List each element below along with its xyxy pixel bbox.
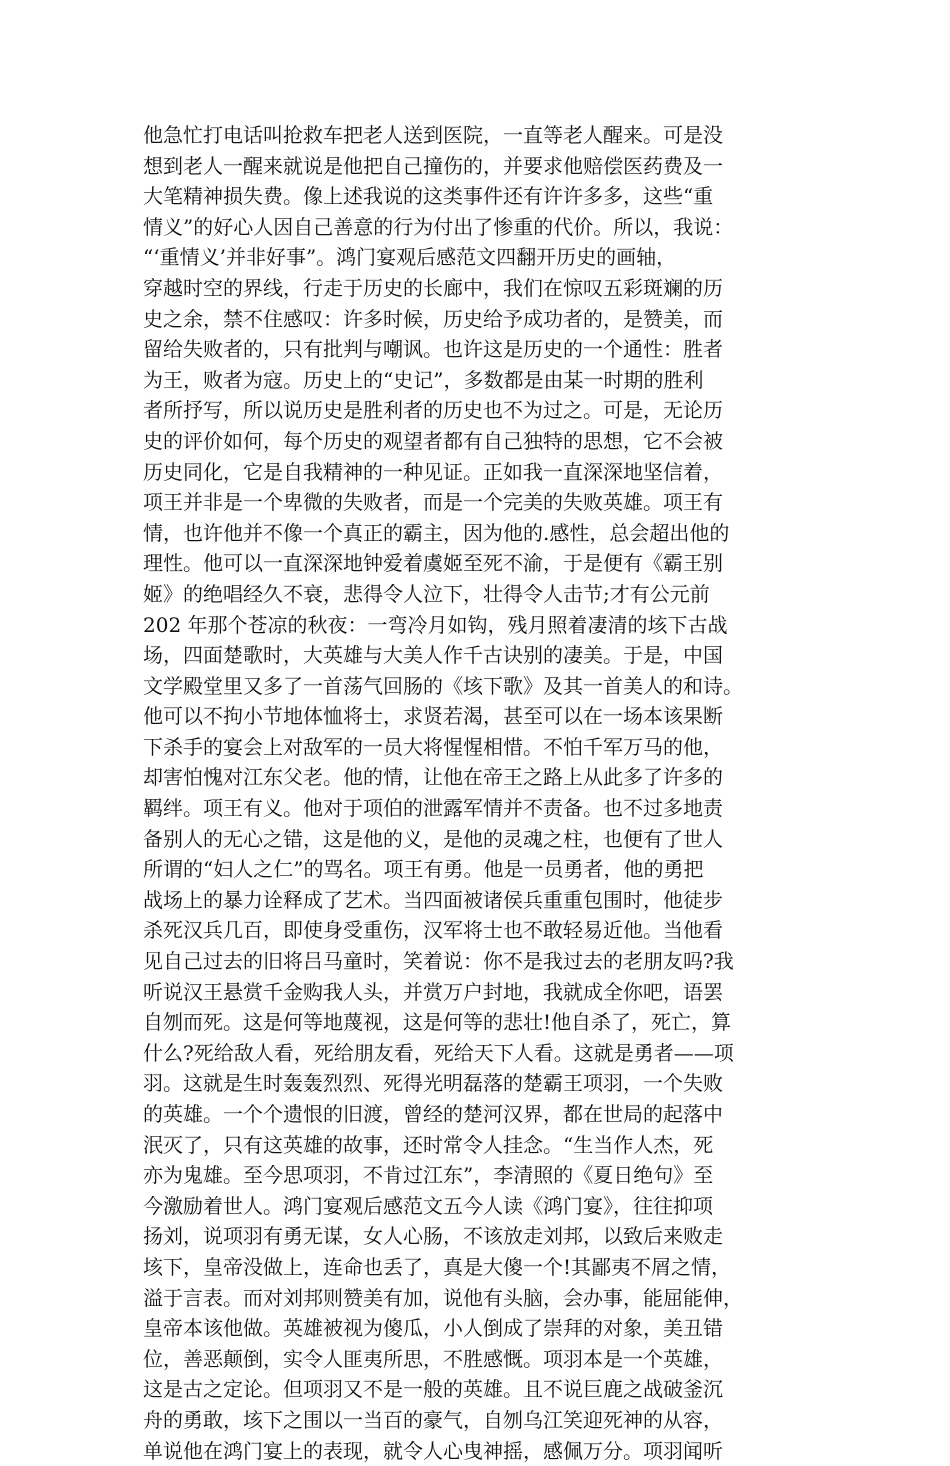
text-line: 穿越时空的界线，行走于历史的长廊中，我们在惊叹五彩斑斓的历	[143, 275, 723, 300]
text-line: 备别人的无心之错，这是他的义，是他的灵魂之柱，也便有了世人	[143, 826, 723, 851]
text-line: 羽。这就是生时轰轰烈烈、死得光明磊落的楚霸王项羽，一个失败	[143, 1071, 723, 1096]
text-line: 他急忙打电话叫抢救车把老人送到医院，一直等老人醒来。可是没	[143, 123, 723, 147]
text-line: 自刎而死。这是何等地蔑视，这是何等的悲壮!他自杀了，死亡，算	[143, 1010, 732, 1035]
text-line: 听说汉王悬赏千金购我人头，并赏万户封地，我就成全你吧，语罢	[143, 979, 723, 1004]
text-line: 却害怕愧对江东父老。他的情，让他在帝王之路上从此多了许多的	[143, 765, 723, 790]
text-line: 情义”的好心人因自己善意的行为付出了惨重的代价。所以，我说：	[143, 214, 734, 239]
text-line: 历史同化，它是自我精神的一种见证。正如我一直深深地坚信着，	[143, 459, 723, 484]
text-line: 今激励着世人。鸿门宴观后感范文五今人读《鸿门宴》，往往抑项	[143, 1193, 713, 1218]
text-line: 什么?死给敌人看，死给朋友看，死给天下人看。这就是勇者——项	[143, 1040, 734, 1065]
text-line: 单说他在鸿门宴上的表现，就令人心曳神摇，感佩万分。项羽闻听	[143, 1438, 723, 1463]
text-line: 202 年那个苍凉的秋夜：一弯冷月如钩，残月照着凄清的垓下古战	[143, 612, 728, 637]
text-line: 扬刘，说项羽有勇无谋，女人心肠，不该放走刘邦，以致后来败走	[143, 1224, 723, 1249]
text-line: 姬》的绝唱经久不衰，悲得令人泣下，壮得令人击节;才有公元前	[143, 581, 710, 606]
text-line: 项王并非是一个卑微的失败者，而是一个完美的失败英雄。项王有	[143, 490, 723, 515]
text-line: 羁绊。项王有义。他对于项伯的泄露军情并不责备。也不过多地责	[143, 796, 723, 821]
text-line: 杀死汉兵几百，即使身受重伤，汉军将士也不敢轻易近他。当他看	[143, 918, 723, 943]
text-line: 他可以不拘小节地体恤将士，求贤若渴，甚至可以在一场本该果断	[143, 704, 723, 729]
text-line: “‘重情义’并非好事”。鸿门宴观后感范文四翻开历史的画轴，	[143, 245, 677, 270]
text-line: 溢于言表。而对刘邦则赞美有加，说他有头脑，会办事，能屈能伸，	[143, 1285, 743, 1310]
text-line: 见自己过去的旧将吕马童时，笑着说：你不是我过去的老朋友吗?我	[143, 949, 734, 974]
text-line: 垓下，皇帝没做上，连命也丢了，真是大傻一个!其鄙夷不屑之情，	[143, 1254, 732, 1279]
text-line: 理性。他可以一直深深地钟爱着虞姬至死不渝，于是便有《霸王别	[143, 551, 723, 576]
body-text	[143, 120, 823, 1466]
text-line: 战场上的暴力诠释成了艺术。当四面被诸侯兵重重包围时，他徒步	[143, 887, 723, 912]
text-line: 史之余，禁不住感叹：许多时候，历史给予成功者的，是赞美，而	[143, 306, 723, 331]
text-line: 留给失败者的，只有批判与嘲讽。也许这是历史的一个通性：胜者	[143, 337, 723, 362]
text-line: 这是古之定论。但项羽又不是一般的英雄。且不说巨鹿之战破釜沉	[143, 1377, 723, 1402]
text-line: 想到老人一醒来就说是他把自己撞伤的，并要求他赔偿医药费及一	[143, 153, 723, 178]
text-line: 皇帝本该他做。英雄被视为傻瓜，小人倒成了崇拜的对象，美丑错	[143, 1316, 723, 1341]
text-line: 情，也许他并不像一个真正的霸主，因为他的.感性，总会超出他的	[143, 520, 730, 545]
text-line: 大笔精神损失费。像上述我说的这类事件还有许许多多，这些“重	[143, 184, 714, 209]
text-line: 文学殿堂里又多了一首荡气回肠的《垓下歌》及其一首美人的和诗。	[143, 673, 743, 698]
text-line: 位，善恶颠倒，实令人匪夷所思，不胜感慨。项羽本是一个英雄，	[143, 1346, 723, 1371]
text-line: 下杀手的宴会上对敌军的一员大将惺惺相惜。不怕千军万马的他，	[143, 734, 723, 759]
text-line: 舟的勇敢，垓下之围以一当百的豪气，自刎乌江笑迎死神的从容，	[143, 1407, 723, 1432]
text-line: 场，四面楚歌时，大英雄与大美人作千古诀别的凄美。于是，中国	[143, 643, 723, 668]
text-line: 为王，败者为寇。历史上的“史记”，多数都是由某一时期的胜利	[143, 367, 704, 392]
text-line: 史的评价如何，每个历史的观望者都有自己独特的思想，它不会被	[143, 428, 723, 453]
text-line: 泯灭了，只有这英雄的故事，还时常令人挂念。“生当作人杰，死	[143, 1132, 714, 1157]
text-line: 所谓的“妇人之仁”的骂名。项王有勇。他是一员勇者，他的勇把	[143, 857, 704, 882]
text-line: 亦为鬼雄。至今思项羽，不肯过江东”，李清照的《夏日绝句》至	[143, 1163, 714, 1188]
text-line: 的英雄。一个个遗恨的旧渡，曾经的楚河汉界，都在世局的起落中	[143, 1102, 723, 1126]
text-line: 者所抒写，所以说历史是胜利者的历史也不为过之。可是，无论历	[143, 398, 723, 423]
